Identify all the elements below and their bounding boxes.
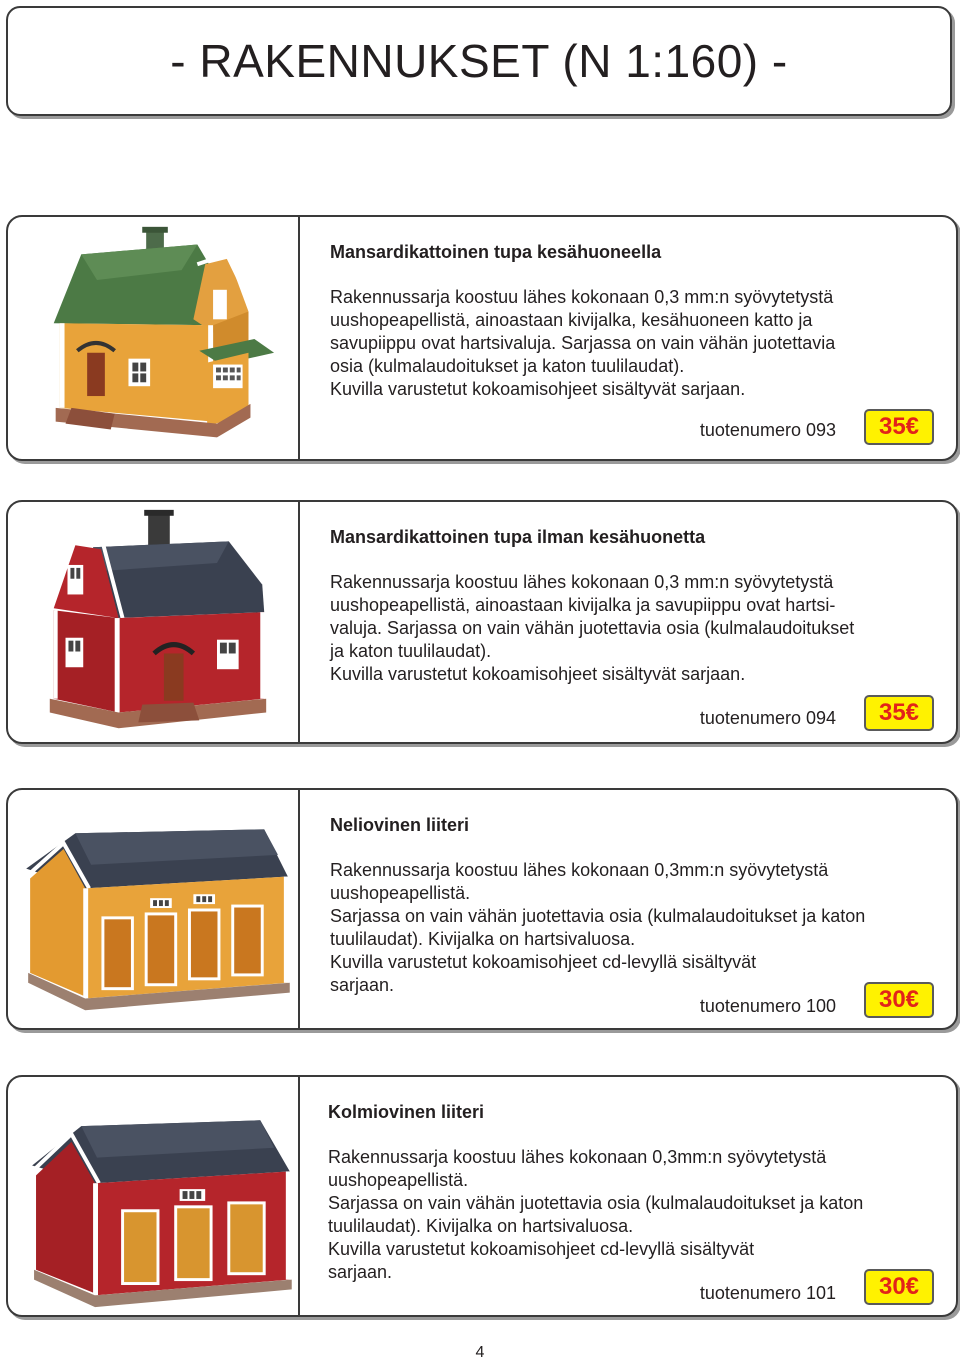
product-name: Kolmiovinen liiteri xyxy=(328,1102,485,1122)
description-line: sarjaan. xyxy=(328,1262,393,1282)
product-number: tuotenumero 100 xyxy=(699,996,836,1016)
product-card-094 xyxy=(6,500,958,744)
description-line: tuulilaudat). Kivijalka on hartsivaluosa. xyxy=(330,929,636,949)
mansard-house-model-icon xyxy=(18,502,296,742)
card-divider xyxy=(298,1077,300,1315)
description-line: sarjaan. xyxy=(330,975,395,995)
product-description xyxy=(328,1101,942,1284)
product-name: Neliovinen liiteri xyxy=(330,815,470,835)
description-line: tuulilaudat). Kivijalka on hartsivaluosa. xyxy=(328,1216,634,1236)
card-divider xyxy=(298,217,300,459)
description-line: Rakennussarja koostuu lähes kokonaan 0,3 mm:n syövytetystä xyxy=(330,572,834,592)
price-badge: 35€ xyxy=(864,695,934,731)
description-line: Rakennussarja koostuu lähes kokonaan 0,3mm:n syövytetystä xyxy=(330,860,829,880)
price-badge: 30€ xyxy=(864,1269,934,1305)
page-title-box xyxy=(6,6,952,116)
description-line: uushopeapellistä, ainoastaan kivijalka ja savupiippu ovat hartsi- xyxy=(330,595,836,615)
product-number: tuotenumero 101 xyxy=(699,1283,836,1303)
page-number: 4 xyxy=(475,1344,485,1361)
description-line: ja katon tuulilaudat). xyxy=(330,641,492,661)
description-line: Rakennussarja koostuu lähes kokonaan 0,3 mm:n syövytetystä xyxy=(330,287,834,307)
description-line: uushopeapellistä. xyxy=(330,883,471,903)
product-card-101 xyxy=(6,1075,958,1317)
description-line: Sarjassa on vain vähän juotettavia osia (kulmalaudoitukset ja katon xyxy=(328,1193,864,1213)
product-description xyxy=(330,814,942,997)
product-description xyxy=(330,241,942,401)
product-name: Mansardikattoinen tupa kesähuoneella xyxy=(330,242,662,262)
description-line: valuja. Sarjassa on vain vähän juotettavia osia (kulmalaudoitukset xyxy=(330,618,855,638)
description-line: Kuvilla varustetut kokoamisohjeet sisältyvät sarjaan. xyxy=(330,379,746,399)
product-description xyxy=(330,526,942,686)
description-line: osia (kulmalaudoitukset ja katon tuulilaudat). xyxy=(330,356,685,376)
mansard-house-with-porch-model-icon xyxy=(18,217,296,459)
description-line: uushopeapellistä, ainoastaan kivijalka, kesähuoneen katto ja xyxy=(330,310,813,330)
description-line: Rakennussarja koostuu lähes kokonaan 0,3mm:n syövytetystä xyxy=(328,1147,827,1167)
three-door-shed-model-icon xyxy=(18,1077,296,1315)
description-line: Kuvilla varustetut kokoamisohjeet cd-levyllä sisältyvät xyxy=(328,1239,755,1259)
card-divider xyxy=(298,790,300,1028)
product-card-093 xyxy=(6,215,958,461)
page-title: - RAKENNUKSET (N 1:160) - xyxy=(170,35,788,87)
product-number: tuotenumero 094 xyxy=(699,708,836,728)
product-card-100 xyxy=(6,788,958,1030)
product-number: tuotenumero 093 xyxy=(699,420,836,440)
description-line: uushopeapellistä. xyxy=(328,1170,469,1190)
description-line: Sarjassa on vain vähän juotettavia osia (kulmalaudoitukset ja katon xyxy=(330,906,866,926)
description-line: Kuvilla varustetut kokoamisohjeet sisältyvät sarjaan. xyxy=(330,664,746,684)
description-line: savupiippu ovat hartsivaluja. Sarjassa on vain vähän juotettavia xyxy=(330,333,836,353)
description-line: Kuvilla varustetut kokoamisohjeet cd-levyllä sisältyvät xyxy=(330,952,757,972)
four-door-shed-model-icon xyxy=(18,790,296,1028)
card-divider xyxy=(298,502,300,742)
price-badge: 30€ xyxy=(864,982,934,1018)
product-name: Mansardikattoinen tupa ilman kesähuonetta xyxy=(330,527,706,547)
price-badge: 35€ xyxy=(864,409,934,445)
